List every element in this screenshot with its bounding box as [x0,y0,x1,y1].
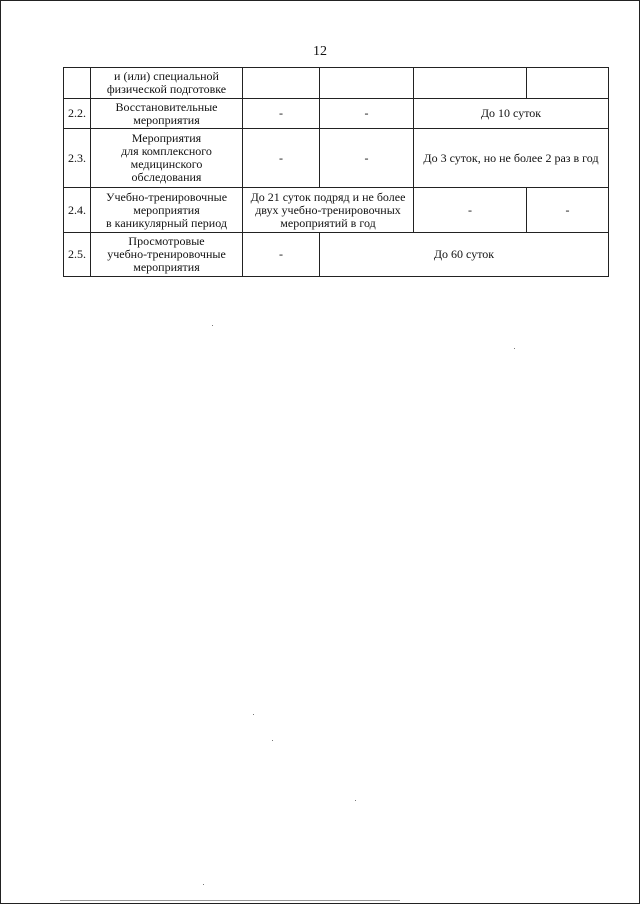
activity-name [91,68,243,99]
activity-name [91,188,243,233]
table-cell [243,68,320,99]
activity-name-line: медицинского [130,157,203,171]
scan-speck [212,325,213,326]
row-number: 2.2. [64,99,91,129]
table-row [64,188,609,233]
table-cell [320,68,414,99]
row-number [64,68,91,99]
table-cell: - [243,233,320,277]
table-cell: - [320,99,414,129]
table-cell-merged: До 10 суток [414,99,609,129]
table-cell-merged [243,188,414,233]
activity-name-line: Учебно-тренировочные [105,189,228,204]
table-cell [527,68,609,99]
table-cell-merged: До 60 суток [320,233,609,277]
activity-name-line: Восстановительные [115,99,218,114]
scan-speck [514,348,515,349]
scan-speck [355,800,356,801]
activity-name-line: физической подготовке [106,82,227,96]
activity-name [91,129,243,188]
activity-name-line: обследования [131,170,202,184]
scan-edge-line [60,900,400,901]
row-number: 2.4. [64,188,91,233]
table-row [64,233,609,277]
schedule-table [63,67,609,277]
table-row [64,99,609,129]
cell-line: двух учебно-тренировочных [255,202,401,217]
table-cell: - [243,129,320,188]
activity-name [91,233,243,277]
activity-name-line: для комплексного [121,144,212,158]
activity-name-line: Просмотровые [128,234,205,248]
activity-name-line: мероприятия [133,112,200,127]
activity-name-line: учебно-тренировочные [107,247,226,261]
cell-line: До 21 суток подряд и не более [250,189,406,204]
row-number: 2.5. [64,233,91,277]
table-cell: - [527,188,609,233]
table-row [64,68,609,99]
row-number: 2.3. [64,129,91,188]
activity-name-line: Мероприятия [131,131,202,145]
table-cell [414,68,527,99]
activity-name-line: мероприятия [133,260,200,274]
table-cell: - [243,99,320,129]
table-cell: - [320,129,414,188]
table-cell-merged: До 3 суток, но не более 2 раз в год [414,129,609,188]
activity-name-line: мероприятия [133,202,200,217]
scan-speck [253,714,254,715]
table-cell: - [414,188,527,233]
scan-speck [203,884,204,885]
table-row [64,129,609,188]
activity-name-line: и (или) специальной [114,69,219,83]
activity-name-line: в каникулярный период [106,215,227,230]
activity-name [91,99,243,129]
scan-speck [272,740,273,741]
page-number: 12 [313,44,327,59]
cell-line: мероприятий в год [280,215,376,230]
